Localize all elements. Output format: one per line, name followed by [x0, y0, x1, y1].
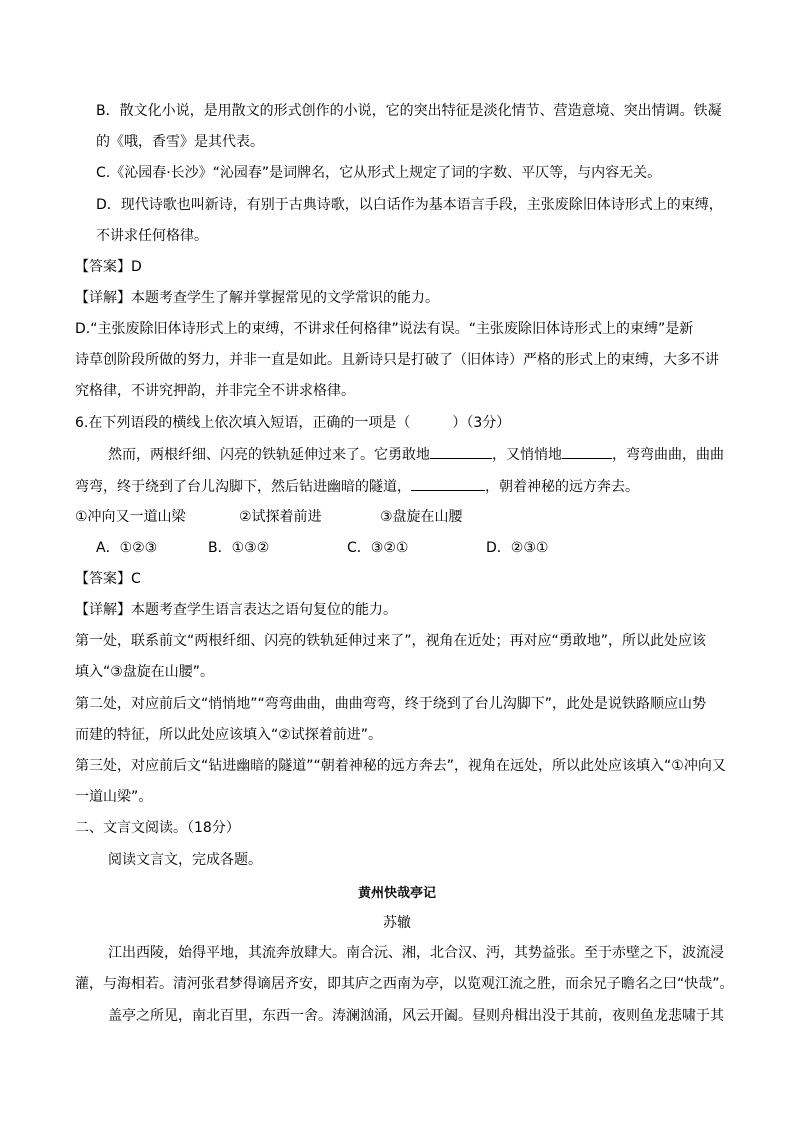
q6-choice-b: B．①③②: [208, 540, 270, 556]
fill-blank-1: [430, 444, 492, 459]
q6-phrase-1: ①冲向又一道山梁: [75, 509, 186, 525]
fill-blank-2: [562, 444, 612, 459]
q5-answer: 【答案】D: [75, 259, 142, 275]
q6-passage-text: ，朝着神秘的远方奔去。: [485, 479, 639, 495]
q6-phrase-3: ③盘旋在山腰: [380, 509, 463, 525]
passage-author: 苏辙: [383, 915, 411, 931]
q6-detail-line3: 填入“③盘旋在山腰”。: [75, 664, 215, 680]
q6-detail-line5: 而建的特征，所以此处应该填入“②试探着前进”。: [75, 727, 383, 743]
q6-detail-line7: 一道山梁”。: [75, 789, 153, 805]
q5-option-c: C.《沁园春·长沙》“沁园春”是词牌名，它从形式上规定了词的字数、平仄等，与内容无关。: [96, 165, 662, 181]
q6-passage-text: ，弯弯曲曲，曲曲: [612, 447, 724, 463]
q5-option-d-line2: 不讲求任何格律。: [96, 228, 208, 244]
section-instruction: 阅读文言文，完成各题。: [108, 852, 262, 868]
q6-choice-a: A．①②③: [96, 540, 158, 556]
q6-detail-line1: 【详解】本题考查学生语言表达之语句复位的能力。: [75, 602, 397, 618]
q5-detail-line2: D.“主张废除旧体诗形式上的束缚，不讲求任何格律”说法有误。“主张废除旧体诗形式上的束缚”是新: [75, 321, 694, 337]
q5-detail-line1: 【详解】本题考查学生了解并掌握常见的文学常识的能力。: [75, 290, 439, 306]
q6-choice-c: C．③②①: [347, 540, 409, 556]
q6-passage-line2: [75, 476, 639, 497]
q5-option-d-line1: D．现代诗歌也叫新诗，有别于古典诗歌，以白话作为基本语言手段，主张废除旧体诗形式上的束缚，: [96, 197, 723, 213]
section-heading: 二、文言文阅读。（18分）: [75, 820, 240, 836]
q6-passage-text: ，又悄悄地: [492, 447, 562, 463]
q6-stem: 6.在下列语段的横线上依次填入短语，正确的一项是（ ）（3分）: [75, 415, 511, 431]
q5-detail-line4: 究格律，不讲究押韵，并非完全不讲求格律。: [75, 383, 355, 399]
q6-detail-line2: 第一处，联系前文“两根纤细、闪亮的铁轨延伸过来了”，视角在近处；再对应“勇敢地”，所以此处应该: [75, 633, 707, 649]
q5-option-b-line2: 的《哦，香雪》是其代表。: [96, 134, 264, 150]
q6-choice-d: D．②③①: [486, 540, 549, 556]
q6-phrase-2: ②试探着前进: [239, 509, 322, 525]
q6-passage-text: 弯弯，终于绕到了台儿沟脚下，然后钻进幽暗的隧道，: [75, 479, 411, 495]
q6-detail-line4: 第二处，对应前后文“悄悄地”“弯弯曲曲，曲曲弯弯，终于绕到了台儿沟脚下”，此处是说铁路顺应山势: [75, 696, 707, 712]
q5-option-b-line1: B．散文化小说，是用散文的形式创作的小说，它的突出特征是淡化情节、营造意境、突出情调。铁凝: [96, 103, 722, 119]
q6-passage-line1: [108, 444, 724, 465]
fill-blank-3: [411, 476, 485, 491]
passage-p2-line1: 盖亭之所见，南北百里，东西一舍。涛澜汹涌，风云开阖。昼则舟楫出没于其前，夜则鱼龙悲啸于其: [108, 1008, 724, 1024]
q6-passage-text: 然而，两根纤细、闪亮的铁轨延伸过来了。它勇敢地: [108, 447, 430, 463]
passage-title: 黄州快哉亭记: [357, 886, 436, 901]
passage-p1-line1: 江出西陵，始得平地，其流奔放肆大。南合沅、湘，北合汉、沔，其势益张。至于赤壁之下，波流浸: [108, 945, 724, 961]
passage-p1-line2: 灌，与海相若。清河张君梦得谪居齐安，即其庐之西南为亭，以览观江流之胜，而余兄子瞻名之曰“快哉”。: [75, 976, 734, 992]
q6-detail-line6: 第三处，对应前后文“钻进幽暗的隧道”“朝着神秘的远方奔去”，视角在远处，所以此处应该填入“①冲向又: [75, 758, 726, 774]
q5-detail-line3: 诗草创阶段所做的努力，并非一直是如此。且新诗只是打破了（旧体诗）严格的形式上的束缚，大多不讲: [75, 352, 719, 368]
q6-answer: 【答案】C: [75, 571, 141, 587]
